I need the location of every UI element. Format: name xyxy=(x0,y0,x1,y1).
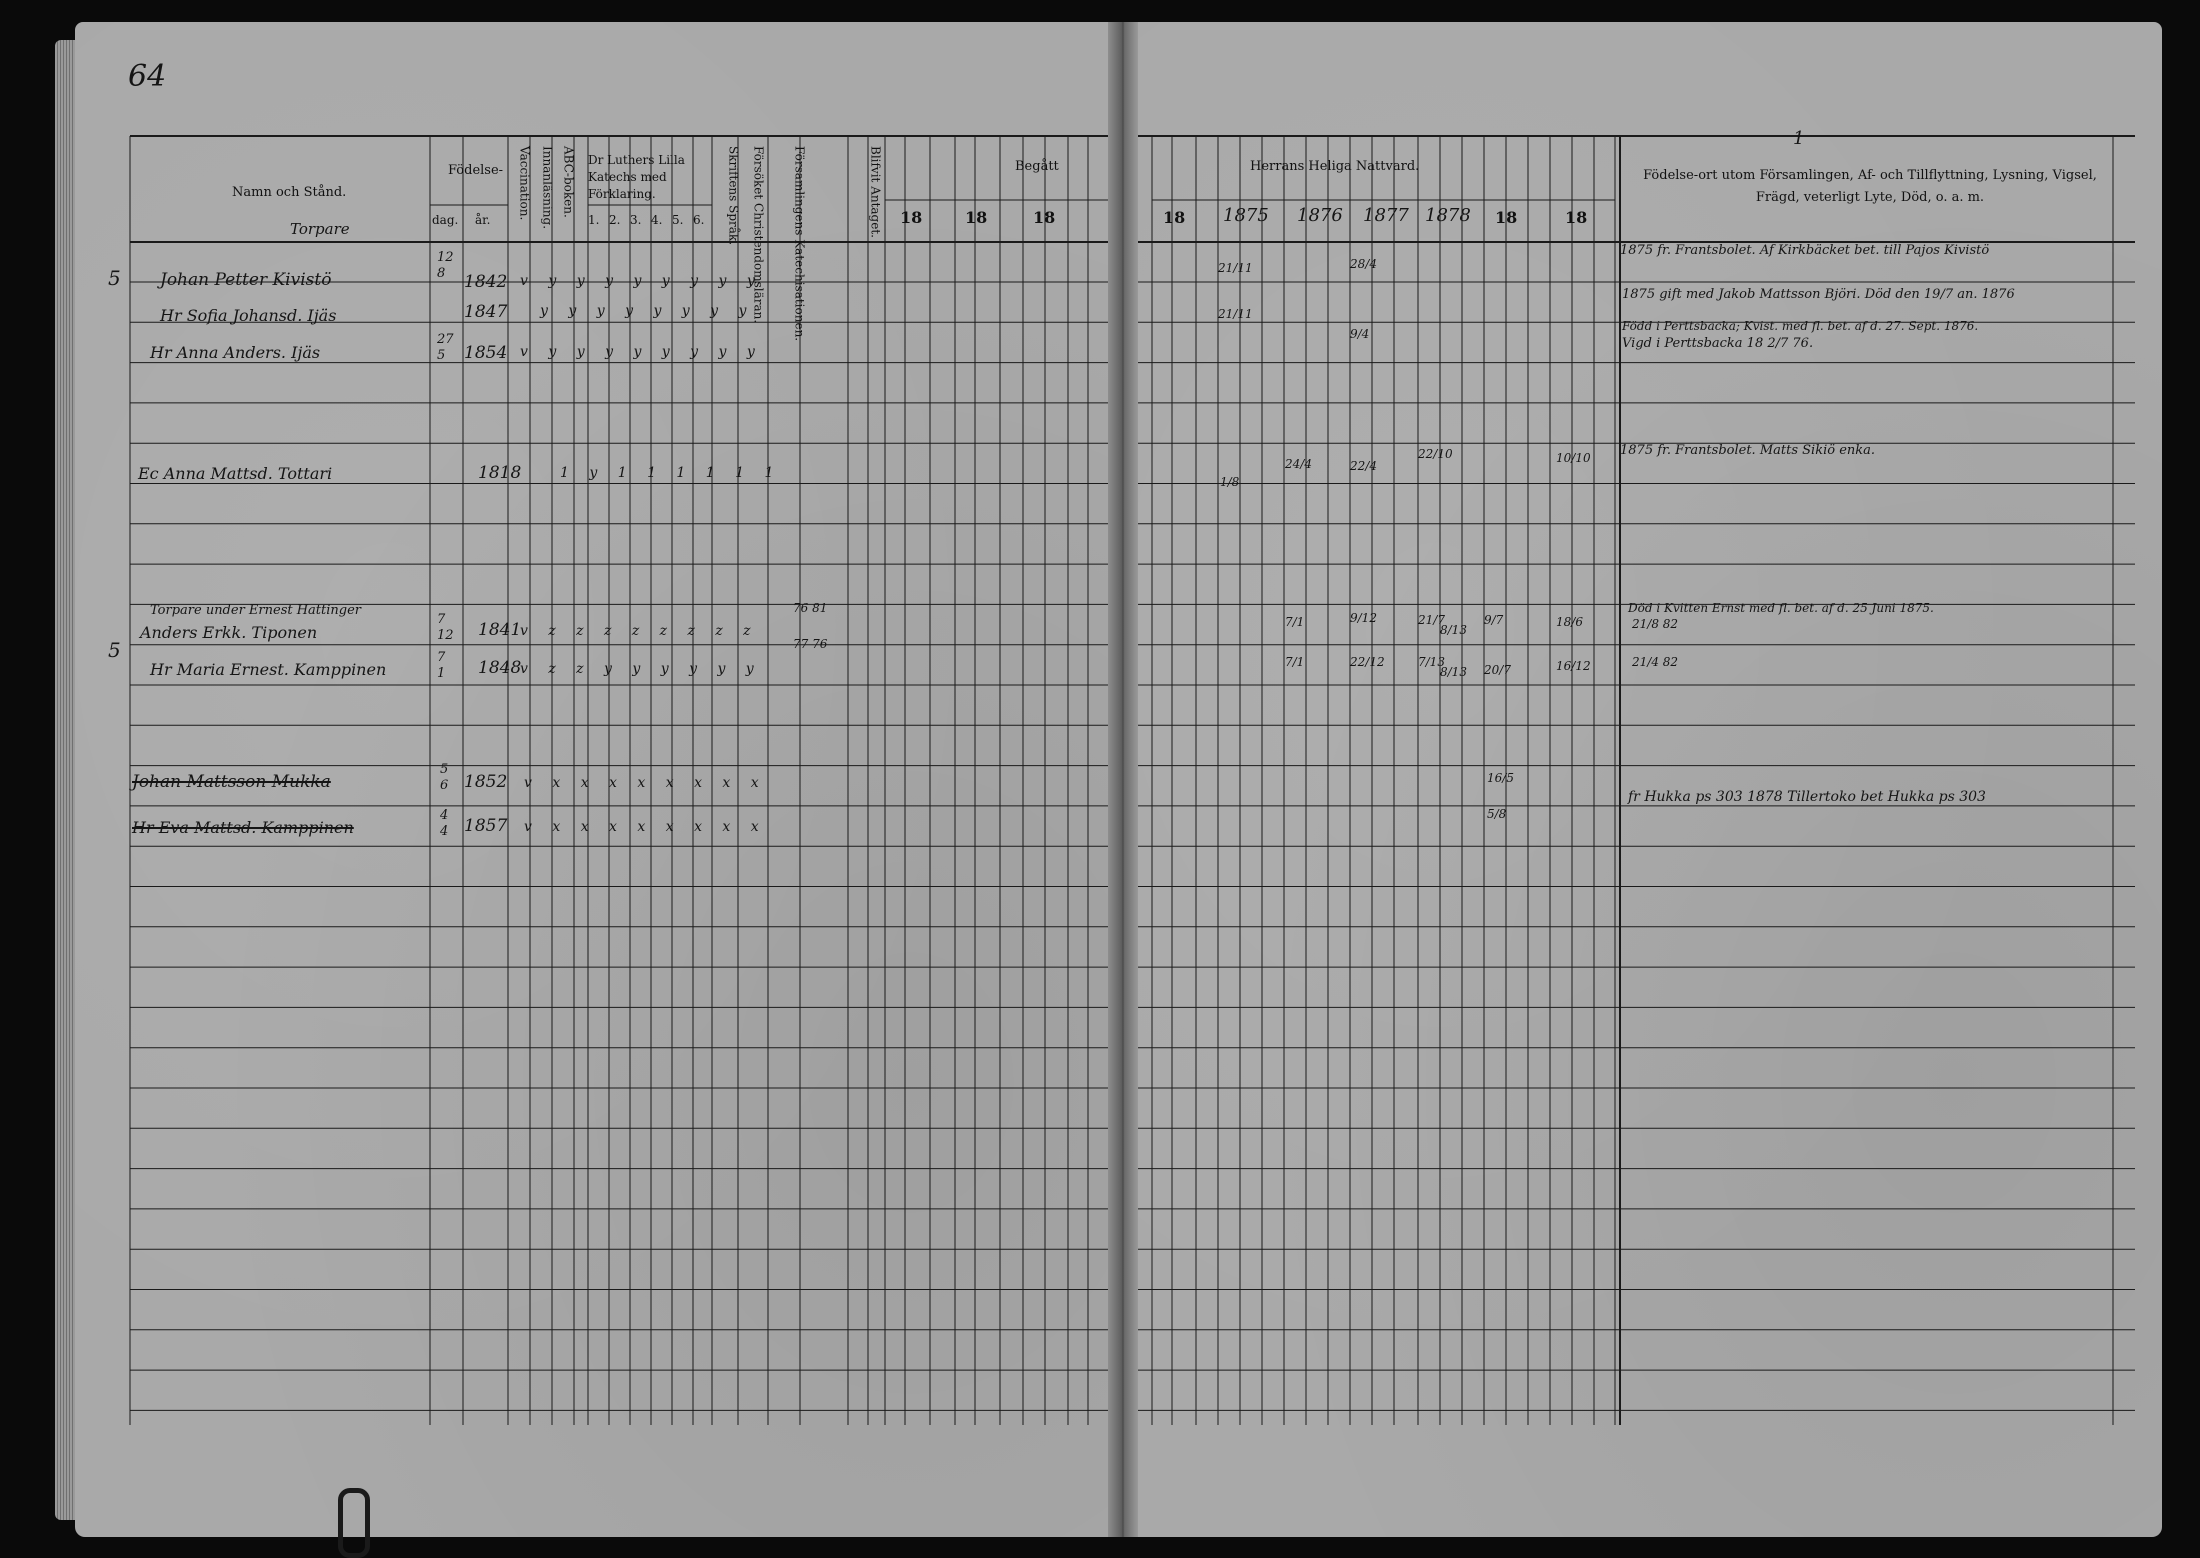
row-4-marks: 1 y 1 1 1 1 1 1 xyxy=(560,465,782,481)
header-scripture: Skriftens Språk. xyxy=(726,146,741,246)
header-reading: Innanläsning. xyxy=(540,146,555,230)
communion-r4-a: 1/8 xyxy=(1220,475,1240,489)
catechism-col-5: 5. xyxy=(672,213,684,227)
row-0-name: Torpare xyxy=(290,220,350,238)
right-year-col-7: 18 xyxy=(1565,208,1588,227)
communion-r4-b: 24/4 xyxy=(1285,457,1312,471)
cat-hearing-mark-2: 77 76 xyxy=(793,637,828,651)
communion-r7-b: 22/12 xyxy=(1350,655,1385,669)
header-name-col: Namn och Stånd. xyxy=(232,185,347,200)
communion-r7-d: 8/13 xyxy=(1440,665,1467,679)
catechism-col-1: 1. xyxy=(588,213,600,227)
row-3-day: 27 5 xyxy=(437,332,454,363)
header-communion: Herrans Heliga Nattvard. xyxy=(1250,159,1420,174)
catechism-col-6: 6. xyxy=(693,213,705,227)
row-8-year: 1852 xyxy=(464,772,508,792)
row-6-day: 7 12 xyxy=(437,612,454,643)
catechism-col-2: 2. xyxy=(609,213,621,227)
communion-r6-e: 9/7 xyxy=(1484,613,1504,627)
header-begatt: Begått xyxy=(1015,159,1059,174)
cat-hearing-mark-1: 76 81 xyxy=(793,601,828,615)
row-9-year: 1857 xyxy=(464,816,508,836)
row-9-name: Hr Eva Mattsd. Kamppinen xyxy=(132,818,354,837)
row-2-name: Hr Sofia Johansd. Ijäs xyxy=(160,306,337,325)
row-6-year: 1841 xyxy=(478,620,522,640)
communion-r4-e: 10/10 xyxy=(1556,451,1591,465)
communion-r7-f: 16/12 xyxy=(1556,659,1591,673)
remark-r2: 1875 gift med Jakob Mattsson Björi. Död den 19/7 an. 1876 xyxy=(1622,287,2015,302)
communion-r6-b: 9/12 xyxy=(1350,611,1377,625)
right-year-col-4: 1877 xyxy=(1363,205,1409,226)
row-1-margin: 5 xyxy=(108,266,121,290)
remark-r3a: Född i Perttsbacka; Kvist. med fl. bet. af d. 27. Sept. 1876. xyxy=(1622,319,1979,333)
header-remarks: Födelse-ort utom Församlingen, Af- och Tillflyttning, Lysning, Vigsel, Frägd, veterligt Lyte, Död, o. a. m. xyxy=(1643,168,2097,206)
catechism-col-3: 3. xyxy=(630,213,642,227)
row-6-name: Anders Erkk. Tiponen xyxy=(140,623,318,642)
communion-r8-b: 5/8 xyxy=(1487,807,1507,821)
row-8-marks: v x x x x x x x x xyxy=(524,775,767,791)
remarks-mark: 1 xyxy=(1793,128,1805,149)
right-year-col-6: 18 xyxy=(1495,208,1518,227)
row-9-marks: v x x x x x x x x xyxy=(524,819,767,835)
remark-r6a: Död i Kvitten Ernst med fl. bet. af d. 25 Juni 1875. xyxy=(1628,601,1934,615)
communion-r7-e: 20/7 xyxy=(1484,663,1511,677)
left-year-col-2: 18 xyxy=(965,208,988,227)
header-christianity: Försöket Christendomsläran. xyxy=(751,146,766,324)
communion-r6-d: 8/13 xyxy=(1440,623,1467,637)
remark-r3b: Vigd i Perttsbacka 18 2/7 76. xyxy=(1622,336,1814,351)
remark-r4: 1875 fr. Frantsbolet. Matts Sikiö enka. xyxy=(1620,443,1876,458)
communion-r6-f: 18/6 xyxy=(1556,615,1583,629)
communion-r6-c: 21/7 xyxy=(1418,613,1445,627)
header-birth: Födelse- xyxy=(448,163,504,178)
communion-r4-c: 22/4 xyxy=(1350,459,1377,473)
remark-r6b: 21/8 82 xyxy=(1632,617,1679,631)
row-4-year: 1818 xyxy=(478,463,522,483)
header-first-communion: Blifvit Antaget. xyxy=(868,146,883,238)
right-year-col-2: 1875 xyxy=(1223,205,1269,226)
remark-r7: 21/4 82 xyxy=(1632,655,1679,669)
header-birth-day: dag. xyxy=(432,213,459,227)
communion-r7-c: 7/13 xyxy=(1418,655,1445,669)
row-2-marks: y y y y y y y y xyxy=(540,303,755,319)
communion-r2-a: 21/11 xyxy=(1218,307,1253,321)
row-7-year: 1848 xyxy=(478,658,522,678)
row-6-margin: 5 xyxy=(108,638,121,662)
header-abc: ABC-boken. xyxy=(561,146,576,218)
communion-r6-a: 7/1 xyxy=(1285,615,1305,629)
binding-ring xyxy=(338,1488,370,1558)
remark-r8: fr Hukka ps 303 1878 Tillertoko bet Hukka ps 303 xyxy=(1628,789,1986,805)
right-year-col-1: 18 xyxy=(1163,208,1186,227)
row-7-day: 7 1 xyxy=(437,650,446,681)
row-3-marks: v y y y y y y y y xyxy=(520,344,763,360)
row-8-name: Johan Mattsson Mukka xyxy=(132,772,331,792)
row-9-day: 4 4 xyxy=(440,808,449,839)
row-1-name: Johan Petter Kivistö xyxy=(160,270,332,290)
communion-r1-a: 21/11 xyxy=(1218,261,1253,275)
communion-r1-b: 28/4 xyxy=(1350,257,1377,271)
communion-r8-a: 16/5 xyxy=(1487,771,1514,785)
row-6-marks: v z z z z z z z z xyxy=(520,623,759,639)
right-year-col-3: 1876 xyxy=(1297,205,1343,226)
header-catechism-hearing: Församlingens Katechisationen. xyxy=(792,146,807,342)
row-2-year: 1847 xyxy=(464,302,508,322)
row-8-day: 5 6 xyxy=(440,762,449,793)
communion-r3-a: 9/4 xyxy=(1350,327,1370,341)
row-5-name: Torpare under Ernest Hattinger xyxy=(150,603,362,618)
communion-r7-a: 7/1 xyxy=(1285,655,1305,669)
remark-r1: 1875 fr. Frantsbolet. Af Kirkbäcket bet. till Pajos Kivistö xyxy=(1620,243,1990,258)
row-3-name: Hr Anna Anders. Ijäs xyxy=(150,343,321,362)
row-7-marks: v z z y y y y y y xyxy=(520,661,762,677)
row-3-year: 1854 xyxy=(464,343,508,363)
catechism-col-4: 4. xyxy=(651,213,663,227)
header-catechism: Dr Luthers Lilla Katechs med Förklaring. xyxy=(588,153,685,201)
header-birth-year: år. xyxy=(475,213,491,227)
left-year-col-3: 18 xyxy=(1033,208,1056,227)
row-1-marks: v y y y y y y y y xyxy=(520,273,763,289)
row-1-year: 1842 xyxy=(464,272,508,292)
left-year-col-1: 18 xyxy=(900,208,923,227)
page-number: 64 xyxy=(128,59,167,94)
row-1-day: 12 8 xyxy=(437,250,454,281)
communion-r4-d: 22/10 xyxy=(1418,447,1453,461)
row-7-name: Hr Maria Ernest. Kamppinen xyxy=(150,660,387,679)
right-year-col-5: 1878 xyxy=(1425,205,1471,226)
header-vaccination: Vaccination. xyxy=(517,146,532,221)
row-4-name: Ec Anna Mattsd. Tottari xyxy=(138,464,333,483)
